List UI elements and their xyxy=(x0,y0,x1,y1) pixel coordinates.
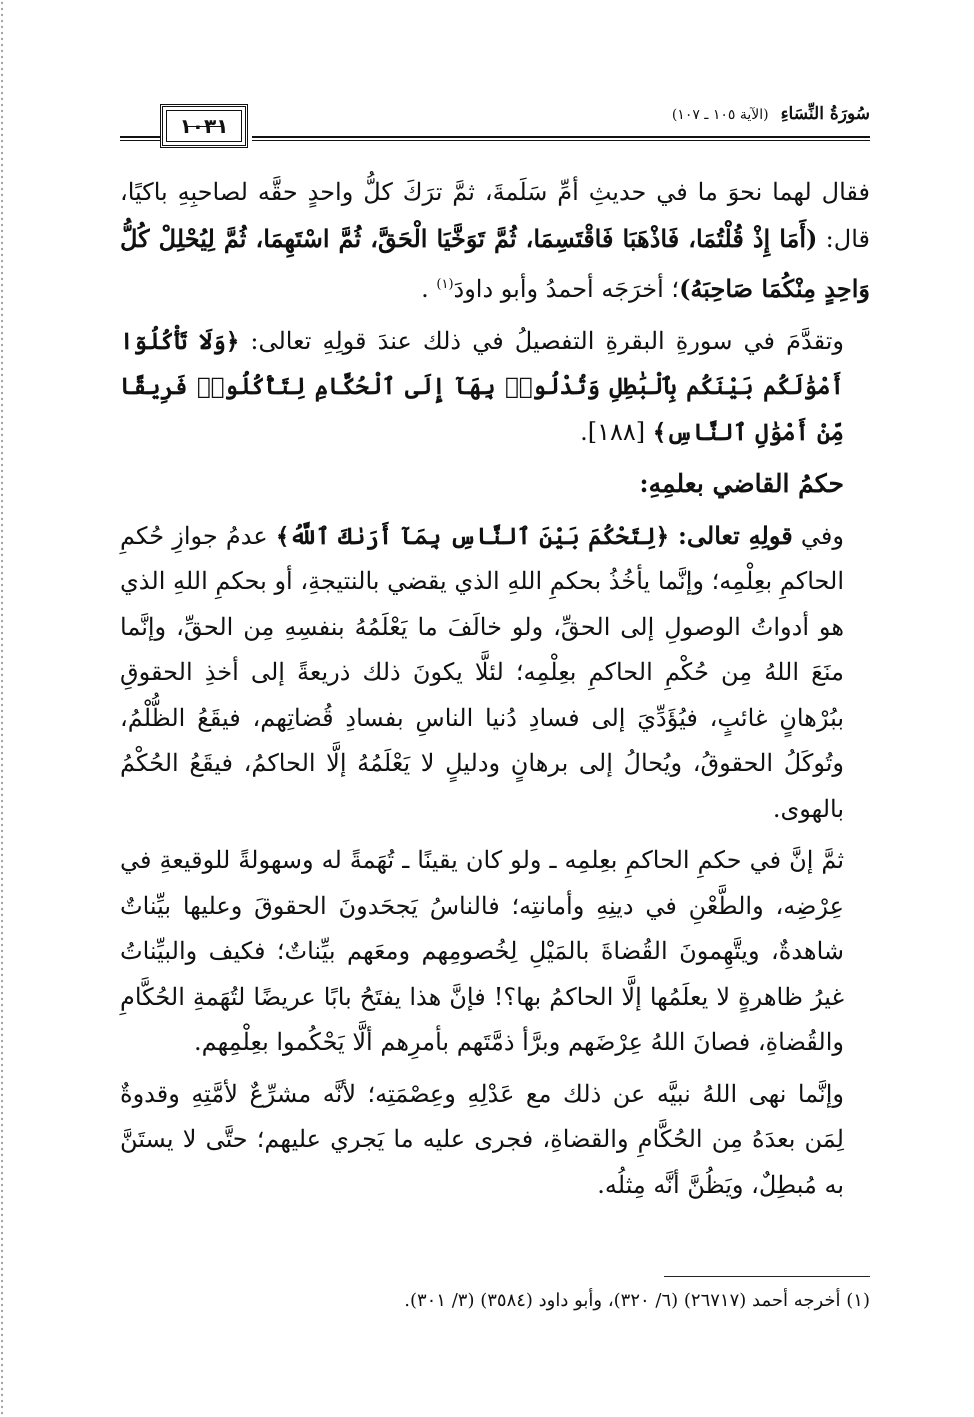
p1-text: فقال لهما نحوَ ما في حديثِ أمِّ سَلَمةَ، ثمَّ ترَكَ كلُّ واحدٍ حقَّه لصاحبِهِ باكيًا، قال: xyxy=(120,178,870,253)
p2-verse-ref: [١٨٨]. xyxy=(580,417,653,446)
header-rule-left xyxy=(120,136,160,138)
scan-edge xyxy=(0,0,5,1417)
page-header xyxy=(160,104,870,154)
verse-range: (الآية ١٠٥ ـ ١٠٧) xyxy=(671,107,769,123)
paragraph-4: ثمَّ إنَّ في حكمِ الحاكمِ بعِلمِه ـ ولو كان يقينًا ـ تُهَمةً له وسهولةً للوقيعةِ في عِرْضِه، والطَّعْنِ في دينِهِ وأمانتِه؛ فالناسُ يَجحَدونَ الحقوقَ وعليها بيِّناتٌ شاهدةٌ، ويتَّهِمونَ القُضاةَ بالمَيْلِ لِخُصومِهم ومعَهم بيِّناتٌ؛ فكيف والبيِّناتُ غيرُ ظاهرةٍ لا يعلَمُها إلَّا الحاكمُ بها؟! فإنَّ هذا يفتَحُ بابًا عريضًا لتُهَمةِ الحُكَّامِ والقُضاةِ، فصانَ اللهُ عِرْضَهم وبرَّأ ذمَّتَهم بأمرِهم ألَّا يَحْكُموا بعِلْمِهم. xyxy=(120,846,844,1056)
footnote-marker: (١) xyxy=(436,277,454,292)
paragraph-1: فقال لهما نحوَ ما في حديثِ أمِّ سَلَمةَ، ثمَّ ترَكَ كلُّ واحدٍ حقَّه لصاحبِهِ باكيًا، قال: (أَمَا إِذْ قُلْتُمَا، فَاذْهَبَا فَاقْتَسِمَا، ثُمَّ تَوَخَّيَا الْحَقَّ، ثُمَّ اسْتَهِمَا، ثُمَّ لِيُحْلِلْ كُلُّ وَاحِدٍ مِنْكُمَا صَاحِبَهُ)؛ أخرَجَه أحمدُ وأبو داودَ$^{(١)}$ . xyxy=(120,178,870,303)
paragraph-3 xyxy=(120,513,870,833)
page-number-box xyxy=(160,104,248,148)
header-rule-left-thin xyxy=(120,140,160,141)
p3-bold-lead: قولِهِ تعالى: xyxy=(669,520,793,550)
header-rule xyxy=(252,136,870,138)
footnote: (١) أخرجه أحمد (٢٦٧١٧) (٦/ ٣٢٠)، وأبو داود (٣٥٨٤) (٣/ ٣٠١). xyxy=(404,1290,870,1311)
paragraph-5: وإنَّما نهى اللهُ نبيَّه عن ذلك مع عَدْلِهِ وعِصْمَتِه؛ لأنَّه مشرِّعٌ لأمَّتِهِ وقدوةٌ لِمَن بعدَهُ مِن الحُكَّامِ والقضاةِ، فجرى عليه ما يَجري عليهم؛ حتَّى لا يستَنَّ به مُبطِلٌ، ويَظُنَّ أنَّه مِثلُه. xyxy=(120,1079,844,1199)
running-title xyxy=(672,104,870,124)
section-heading: حكمُ القاضي بعلمِهِ: xyxy=(639,469,844,498)
page-body xyxy=(120,170,870,1214)
p2-text: وتقدَّمَ في سورةِ البقرةِ التفصيلُ في ذلك عندَ قولِهِ تعالى: xyxy=(239,326,844,355)
p1-source: ؛ أخرَجَه أحمدُ وأبو داودَ xyxy=(453,275,680,303)
p3-text: عدمُ جوازِ حُكمِ الحاكمِ بعِلْمِه؛ وإنَّما يأخُذُ بحكمِ اللهِ الذي يقضي بالنتيجةِ، أو بحكمِ اللهِ الذي هو أدواتُ الوصولِ إلى الحقِّ، ولو خالَفَ ما يَعْلَمُهُ بنفسِهِ مِن الحقِّ، وإنَّما منَعَ اللهُ مِن حُكْمِ الحاكمِ بعِلْمِه؛ لئلَّا يكونَ ذلك ذريعةً إلى أخذِ الحقوقِ ببُرْهانٍ غائبٍ، فيُؤَدِّيَ إلى فسادِ دُنيا الناسِ بفسادِ قُضاتِهم، فيقَعُ الظُّلْمُ، وتُوكَلُ الحقوقُ، ويُحالُ إلى برهانٍ ودليلٍ لا يَعْلَمُهُ إلَّا الحاكمُ، فيقَعُ الحُكْمُ بالهوى. xyxy=(120,521,844,823)
p1-hadith-quote: (أَمَا إِذْ قُلْتُمَا، فَاذْهَبَا فَاقْتَسِمَا، ثُمَّ تَوَخَّيَا الْحَقَّ، ثُمَّ اسْتَهِمَا، ثُمَّ لِيُحْلِلْ كُلُّ وَاحِدٍ مِنْكُمَا صَاحِبَهُ) xyxy=(120,223,870,303)
p2-quran-verse: ﴿وَلَا تَأْكُلُوٓا أَمْوَٰلَكُم بَيْنَكُم بِٱلْبَٰطِلِ وَتُدْلُوا۟ بِهَآ إِلَى ٱلْحُكَّامِ لِتَأْكُلُوا۟ فَرِيقًا مِّنْ أَمْوَٰلِ ٱلنَّاسِ﴾ xyxy=(120,327,844,446)
page-number: ١٠٣١ xyxy=(166,110,242,142)
footnote-separator xyxy=(664,1276,870,1277)
p3-quran-verse: ﴿لِتَحْكُمَ بَيْنَ ٱلنَّاسِ بِمَآ أَرَىٰكَ ٱللَّهُ﴾ xyxy=(275,522,670,550)
paragraph-2 xyxy=(120,319,870,456)
p3-lead: وفي xyxy=(792,521,844,550)
header-rule-thin xyxy=(252,140,870,141)
surah-title: سُورَةُ النِّسَاءِ xyxy=(780,104,870,124)
